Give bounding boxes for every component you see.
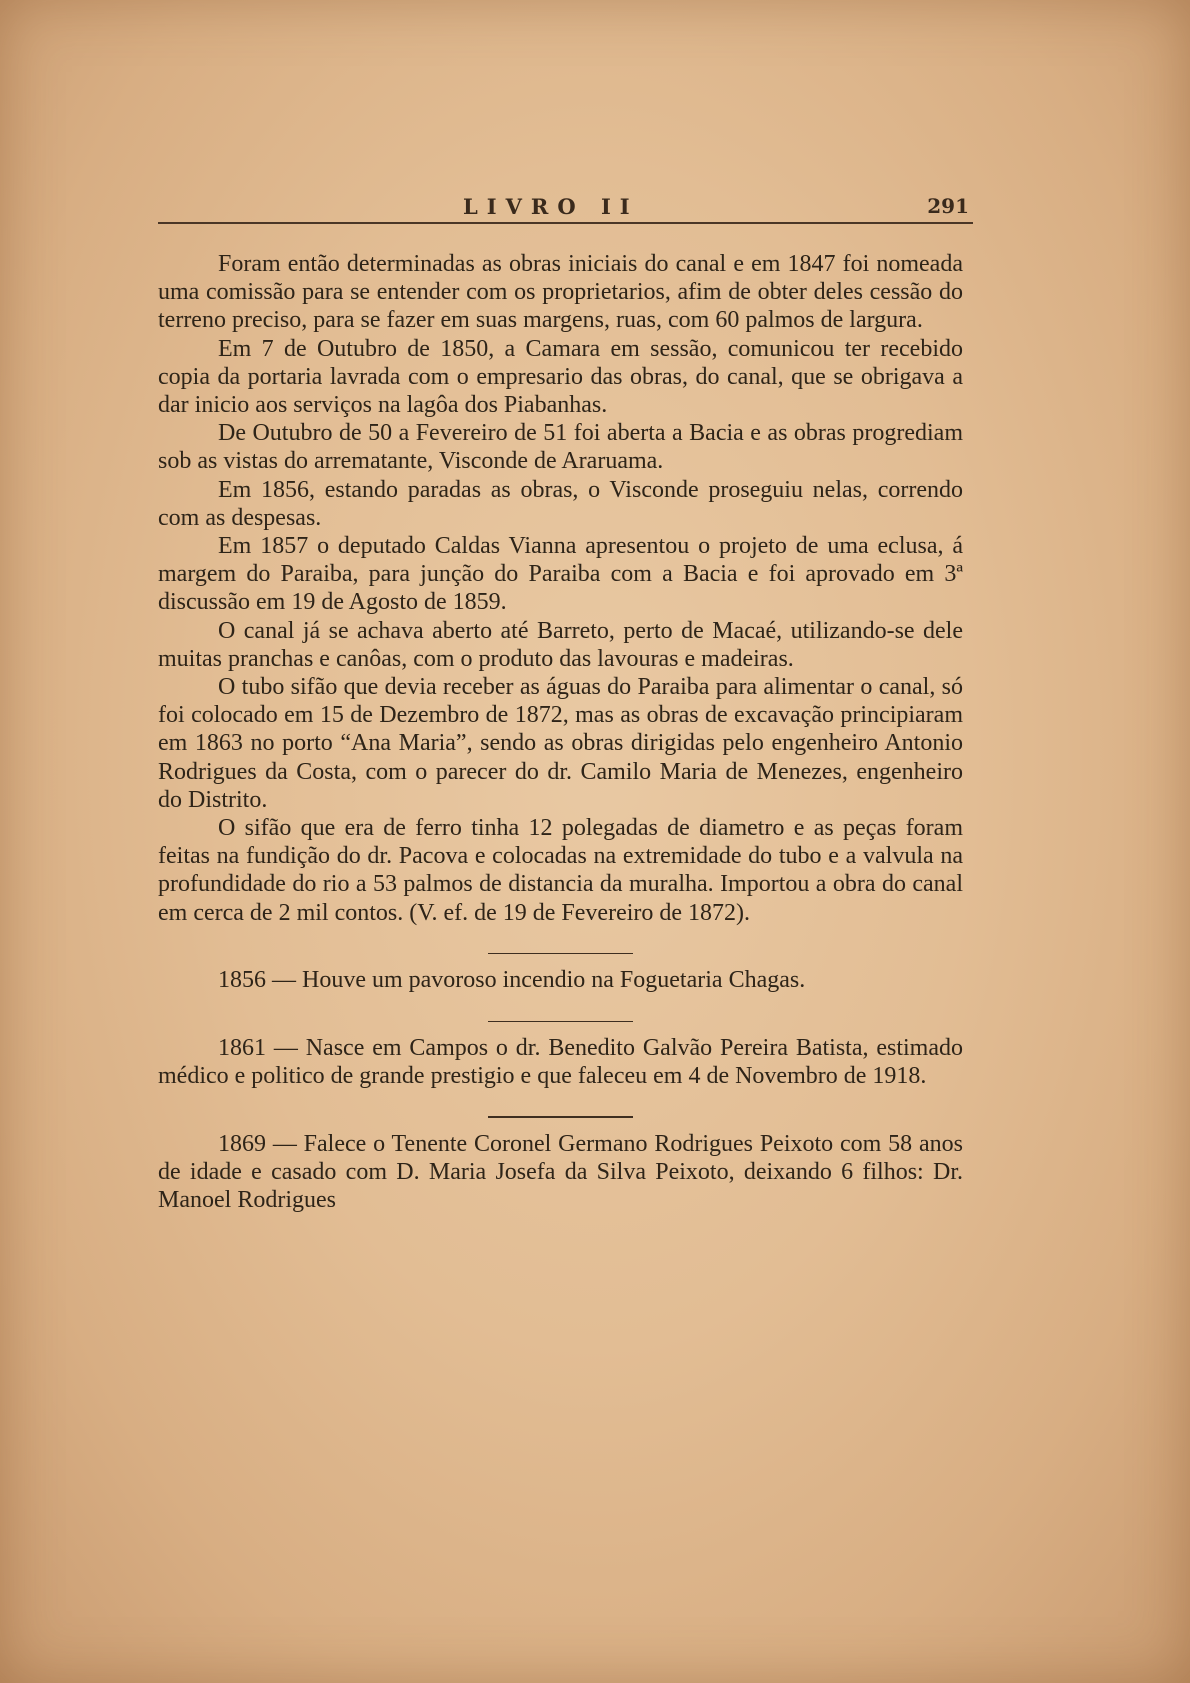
section-separator [488,1116,633,1118]
chronicle-entry: 1856 — Houve um pavoroso incendio na Foguetaria Chagas. [218,967,806,994]
paragraph: Em 1856, estando paradas as obras, o Visconde proseguiu nelas, correndo com as despesas. [158,476,963,531]
header-rule [158,222,973,224]
paragraph: O canal já se achava aberto até Barreto, perto de Macaé, utilizando-se dele muitas pranchas e canôas, com o produto das lavouras e madeiras. [158,617,963,672]
chapter-title: LIVRO II [463,194,639,219]
chronicle-entry: 1869 — Falece o Tenente Coronel Germano Rodrigues Peixoto com 58 anos de idade e casado com D. Maria Josefa da Silva Peixoto, deixando 6 filhos: Dr. Manoel Rodrigues [158,1130,963,1214]
paragraph: De Outubro de 50 a Fevereiro de 51 foi aberta a Bacia e as obras progrediam sob as vistas do arrematante, Visconde de Araruama. [158,420,963,475]
chronicle-entry: 1861 — Nasce em Campos o dr. Benedito Galvão Pereira Batista, estimado médico e politico de grande prestigio e que faleceu em 4 de Novembro de 1918. [158,1035,963,1090]
page-number: 291 [927,194,969,218]
section-separator [488,1021,633,1023]
page-body [158,250,963,1215]
paragraph: Em 1857 o deputado Caldas Vianna apresentou o projeto de uma eclusa, á margem do Paraiba, para junção do Paraiba com a Bacia e foi aprovado em 3ª discussão em 19 de Agosto de 1859. [158,533,963,616]
paragraph: Em 7 de Outubro de 1850, a Camara em sessão, comunicou ter recebido copia da portaria lavrada com o empresario das obras, do canal, que se obrigava a dar inicio aos serviços na lagôa dos Piabanhas. [158,335,963,419]
paragraph: O tubo sifão que devia receber as águas do Paraiba para alimentar o canal, só foi colocado em 15 de Dezembro de 1872, mas as obras de excavação principiaram em 1863 no porto “Ana Maria”, sendo as obras dirigidas pelo engenheiro Antonio Rodrigues da Costa, com o parecer do dr. Camilo Maria de Menezes, engenheiro do Distrito. [158,674,963,813]
paragraph: Foram então determinadas as obras iniciais do canal e em 1847 foi nomeada uma comissão para se entender com os proprietarios, afim de obter deles cessão do terreno preciso, para se fazer em suas margens, ruas, com 60 palmos de largura. [158,251,963,334]
section-separator [488,953,633,955]
running-header [158,192,973,226]
paragraph: O sifão que era de ferro tinha 12 polegadas de diametro e as peças foram feitas na fundição do dr. Pacova e colocadas na extremidade do tubo e a valvula na profundidade do rio a 53 palmos de distancia da muralha. Importou a obra do canal em cerca de 2 mil contos. (V. ef. de 19 de Fevereiro de 1872). [158,815,963,926]
